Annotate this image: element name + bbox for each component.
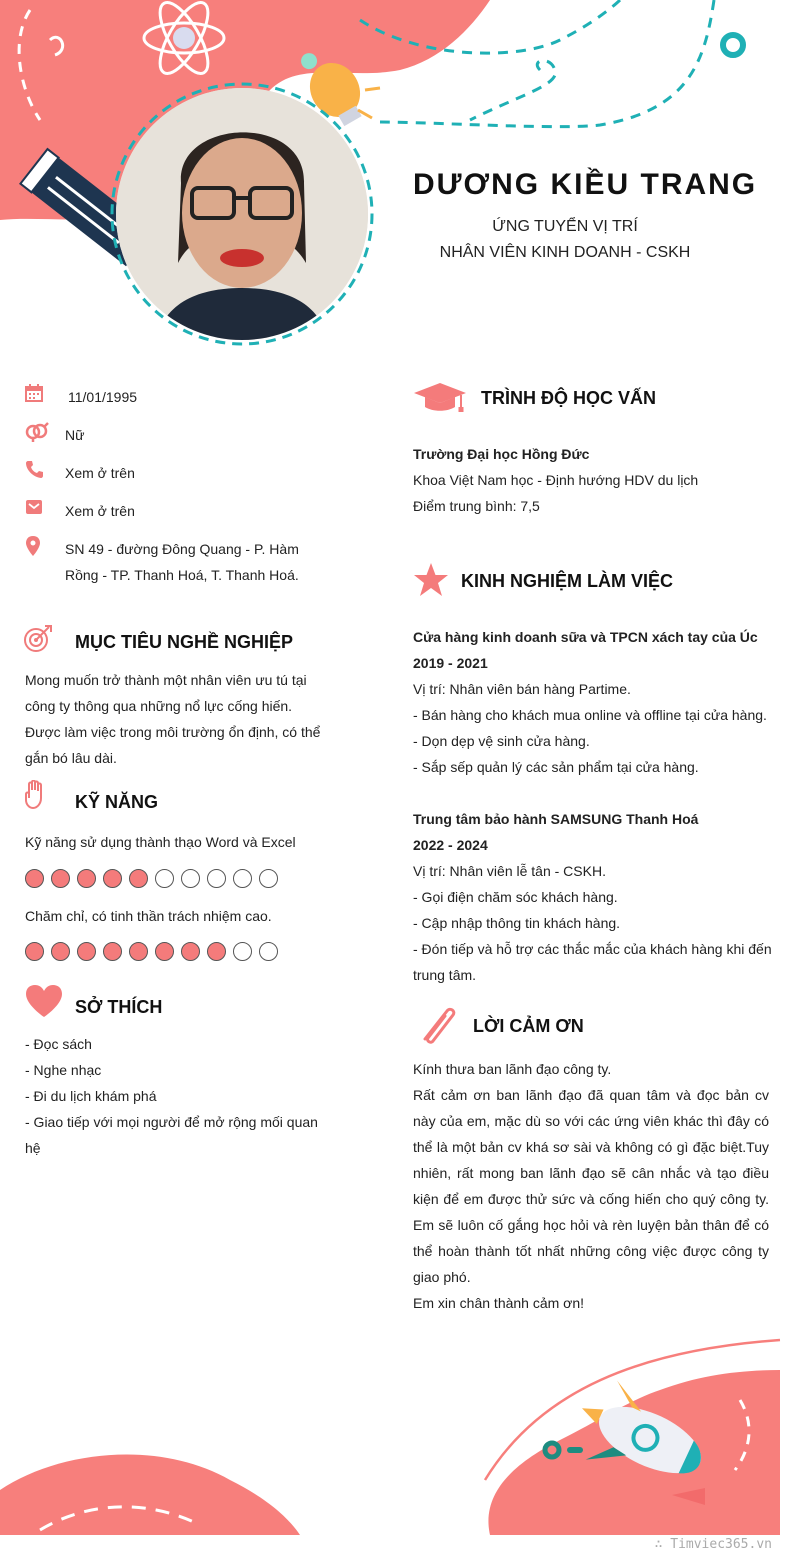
- skill-rating: [25, 942, 278, 961]
- address-text: SN 49 - đường Đông Quang - P. Hàm Rồng - TP. Thanh Hoá, T. Thanh Hoá.: [65, 541, 299, 583]
- education-title: TRÌNH ĐỘ HỌC VẤN: [481, 388, 656, 408]
- contact-phone: [25, 460, 325, 486]
- contact-email: [25, 498, 325, 524]
- email-text: Xem ở trên: [65, 503, 135, 519]
- skill-rating: [25, 869, 278, 888]
- job-period: 2022 - 2024: [413, 837, 488, 853]
- rating-dot-filled: [129, 942, 148, 961]
- experience-title: KINH NGHIỆM LÀM VIỆC: [461, 571, 674, 591]
- skill-label: Kỹ năng sử dụng thành thạo Word và Excel: [25, 834, 296, 850]
- rating-dot-filled: [207, 942, 226, 961]
- rating-dot-filled: [51, 869, 70, 888]
- contact-address: [25, 536, 305, 588]
- rating-dot-filled: [25, 869, 44, 888]
- rating-dot-filled: [77, 942, 96, 961]
- hand-icon: [25, 780, 47, 815]
- target-icon: [23, 624, 53, 659]
- thanks-closing: Em xin chân thành cảm ơn!: [413, 1295, 585, 1311]
- job-entry: [413, 806, 783, 988]
- rating-dot-filled: [103, 942, 122, 961]
- gender-text: Nữ: [65, 427, 85, 443]
- rating-dot-filled: [181, 942, 200, 961]
- skill-label: Chăm chỉ, có tinh thần trách nhiệm cao.: [25, 908, 272, 924]
- heart-icon: [25, 984, 63, 1023]
- job-line: - Dọn dẹp vệ sinh cửa hàng.: [413, 733, 590, 749]
- rating-dot-filled: [25, 942, 44, 961]
- job-company: Trung tâm bảo hành SAMSUNG Thanh Hoá: [413, 811, 699, 827]
- job-line: - Bán hàng cho khách mua online và offline tại cửa hàng.: [413, 707, 767, 723]
- rating-dot-empty: [233, 869, 252, 888]
- job-period: 2019 - 2021: [413, 655, 488, 671]
- hobby-item: - Đi du lịch khám phá: [25, 1088, 157, 1104]
- graduation-cap-icon: [413, 381, 467, 418]
- gpa-text: Điểm trung bình: 7,5: [413, 498, 540, 514]
- job-line: - Sắp sếp quản lý các sản phẩm tại cửa hàng.: [413, 759, 699, 775]
- paperclip-icon: [415, 1003, 459, 1052]
- job-line: - Cập nhập thông tin khách hàng.: [413, 915, 621, 931]
- rating-dot-filled: [103, 869, 122, 888]
- calendar-icon: [25, 384, 55, 410]
- rating-dot-empty: [259, 869, 278, 888]
- hobby-item: - Đọc sách: [25, 1036, 92, 1052]
- job-entry: [413, 624, 783, 780]
- hobbies-list: [25, 1031, 325, 1161]
- phone-text: Xem ở trên: [65, 465, 135, 481]
- rating-dot-empty: [155, 869, 174, 888]
- skills-title: KỸ NĂNG: [75, 792, 159, 812]
- location-pin-icon: [25, 536, 55, 588]
- rating-dot-filled: [129, 869, 148, 888]
- thanks-body: Rất cảm ơn ban lãnh đạo đã quan tâm và đọc bản cv này của em, mặc dù so với các ứng viên khác thì đây có thể là một bản cv khá sơ sài và không có gì đặc biệt.Tuy nhiên, rất mong ban lãnh đạo sẽ cân nhắc và tạo điều kiện để em được thử sức và cống hiến cho quý công ty. Em sẽ luôn cố gắng học hỏi và rèn luyện bản thân để có thể hoàn thành tốt nhất những công việc được công ty giao phó.: [413, 1087, 769, 1285]
- apply-label: ỨNG TUYỂN VỊ TRÍ: [492, 218, 638, 235]
- footer-decoration: [0, 1330, 800, 1561]
- job-company: Cửa hàng kinh doanh sữa và TPCN xách tay của Úc: [413, 629, 758, 645]
- phone-icon: [25, 460, 55, 486]
- rating-dot-empty: [207, 869, 226, 888]
- contact-birthday: [25, 384, 328, 410]
- thanks-letter: [413, 1056, 769, 1316]
- star-icon: [413, 562, 449, 603]
- rating-dot-filled: [155, 942, 174, 961]
- apply-position: NHÂN VIÊN KINH DOANH - CSKH: [439, 244, 691, 261]
- job-line: Vị trí: Nhân viên lễ tân - CSKH.: [413, 863, 606, 879]
- education-block: [413, 441, 773, 519]
- gender-icon: [25, 422, 55, 448]
- email-icon: [25, 498, 55, 524]
- rating-dot-empty: [259, 942, 278, 961]
- rating-dot-filled: [51, 942, 70, 961]
- job-line: Vị trí: Nhân viên bán hàng Partime.: [413, 681, 631, 697]
- birthday-text: 11/01/1995: [68, 389, 138, 405]
- avatar-photo: [116, 88, 368, 340]
- job-line: - Gọi điện chăm sóc khách hàng.: [413, 889, 618, 905]
- candidate-name: DƯƠNG KIỀU TRANG: [413, 168, 758, 201]
- objective-text: Mong muốn trở thành một nhân viên ưu tú tại công ty thông qua những nổ lực cống hiến. Được làm việc trong môi trường ổn định, có thể gắn bó lâu dài.: [25, 672, 321, 766]
- rating-dot-empty: [233, 942, 252, 961]
- thanks-title: LỜI CẢM ƠN: [473, 1016, 584, 1036]
- thanks-greeting: Kính thưa ban lãnh đạo công ty.: [413, 1061, 612, 1077]
- objective-title: MỤC TIÊU NGHỀ NGHIỆP: [75, 632, 294, 652]
- hobbies-title: SỞ THÍCH: [75, 997, 163, 1017]
- job-line: - Đón tiếp và hỗ trợ các thắc mắc của khách hàng khi đến trung tâm.: [413, 941, 772, 983]
- hobby-item: - Nghe nhạc: [25, 1062, 102, 1078]
- contact-gender: [25, 422, 325, 448]
- school-name: Trường Đại học Hồng Đức: [413, 446, 590, 462]
- footer-watermark: ∴ Timviec365.vn: [654, 1537, 772, 1552]
- rating-dot-filled: [77, 869, 96, 888]
- major-text: Khoa Việt Nam học - Định hướng HDV du lịch: [413, 472, 699, 488]
- hobby-item: - Giao tiếp với mọi người để mở rộng mối quan hệ: [25, 1114, 318, 1156]
- rating-dot-empty: [181, 869, 200, 888]
